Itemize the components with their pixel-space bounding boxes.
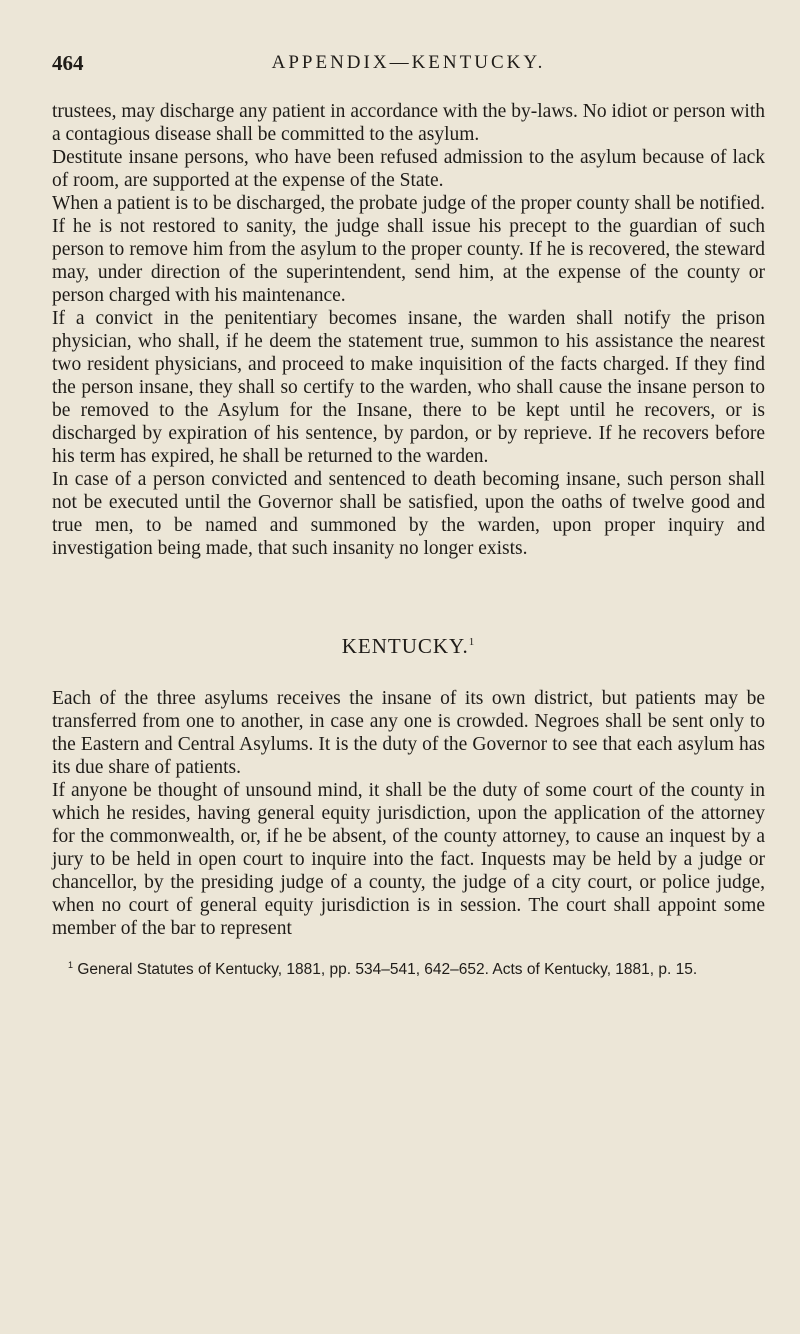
paragraph: If anyone be thought of unsound mind, it shall be the duty of some court of the county in which he resides, having general equity jurisdiction, upon the application of the attorney for the commonwealth, or, if he be absent, of the county attorney, to cause an inquest by a jury to be held in open court to inquire into the fact. Inquests may be held by a judge or chancellor, by the presiding judge of a county, the judge of a city court, or police judge, when no court of general equity jurisdiction is in session. The court shall appoint some member of the bar to represent [52, 780, 765, 939]
footnote [52, 956, 765, 979]
paragraph: In case of a person convicted and sentenced to death becoming insane, such person shall not be executed until the Governor shall be satisfied, upon the oaths of twelve good and true men, to be named and summoned by the warden, upon proper inquiry and investigation being made, that such insanity no longer exists. [52, 469, 765, 559]
section-title [52, 634, 765, 659]
footnote-text: General Statutes of Kentucky, 1881, pp. 534–541, 642–652. Acts of Kentucky, 1881, p. 15. [77, 961, 698, 979]
paragraph: When a patient is to be discharged, the probate judge of the proper county shall be notified. If he is not restored to sanity, the judge shall issue his precept to the guardian of such person to remove him from the asylum to the proper county. If he is recovered, the steward may, under direction of the superintendent, send him, at the expense of the county or person charged with his maintenance. [52, 193, 765, 306]
page-header [52, 48, 765, 78]
section-title-text: KENTUCKY. [341, 634, 469, 658]
paragraph: If a convict in the penitentiary becomes insane, the warden shall notify the prison physician, who shall, if he deem the statement true, summon to his assistance the nearest two resident physicians, and proceed to make inquisition of the facts charged. If they find the person insane, they shall so certify to the warden, who shall cause the insane person to be removed to the Asylum for the Insane, there to be kept until he recovers, or is discharged by expiration of his sentence, by pardon, or by reprieve. If he recovers before his term has expired, he shall be returned to the warden. [52, 308, 765, 467]
footnote-reference[interactable]: 1 [468, 636, 476, 648]
footnote-marker: 1 [68, 960, 74, 970]
paragraph: Destitute insane persons, who have been refused admission to the asylum because of lack of room, are supported at the expense of the State. [52, 147, 765, 191]
body-text-top [52, 100, 765, 560]
paragraph: trustees, may discharge any patient in accordance with the by-laws. No idiot or person with a contagious disease shall be committed to the asylum. [52, 101, 765, 145]
body-text-bottom [52, 687, 765, 940]
page-number: 464 [52, 51, 84, 75]
running-head: APPENDIX—KENTUCKY. [271, 52, 546, 73]
paragraph: Each of the three asylums receives the insane of its own district, but patients may be transferred from one to another, in case any one is crowded. Negroes shall be sent only to the Eastern and Central Asylums. It is the duty of the Governor to see that each asylum has its due share of patients. [52, 688, 765, 778]
